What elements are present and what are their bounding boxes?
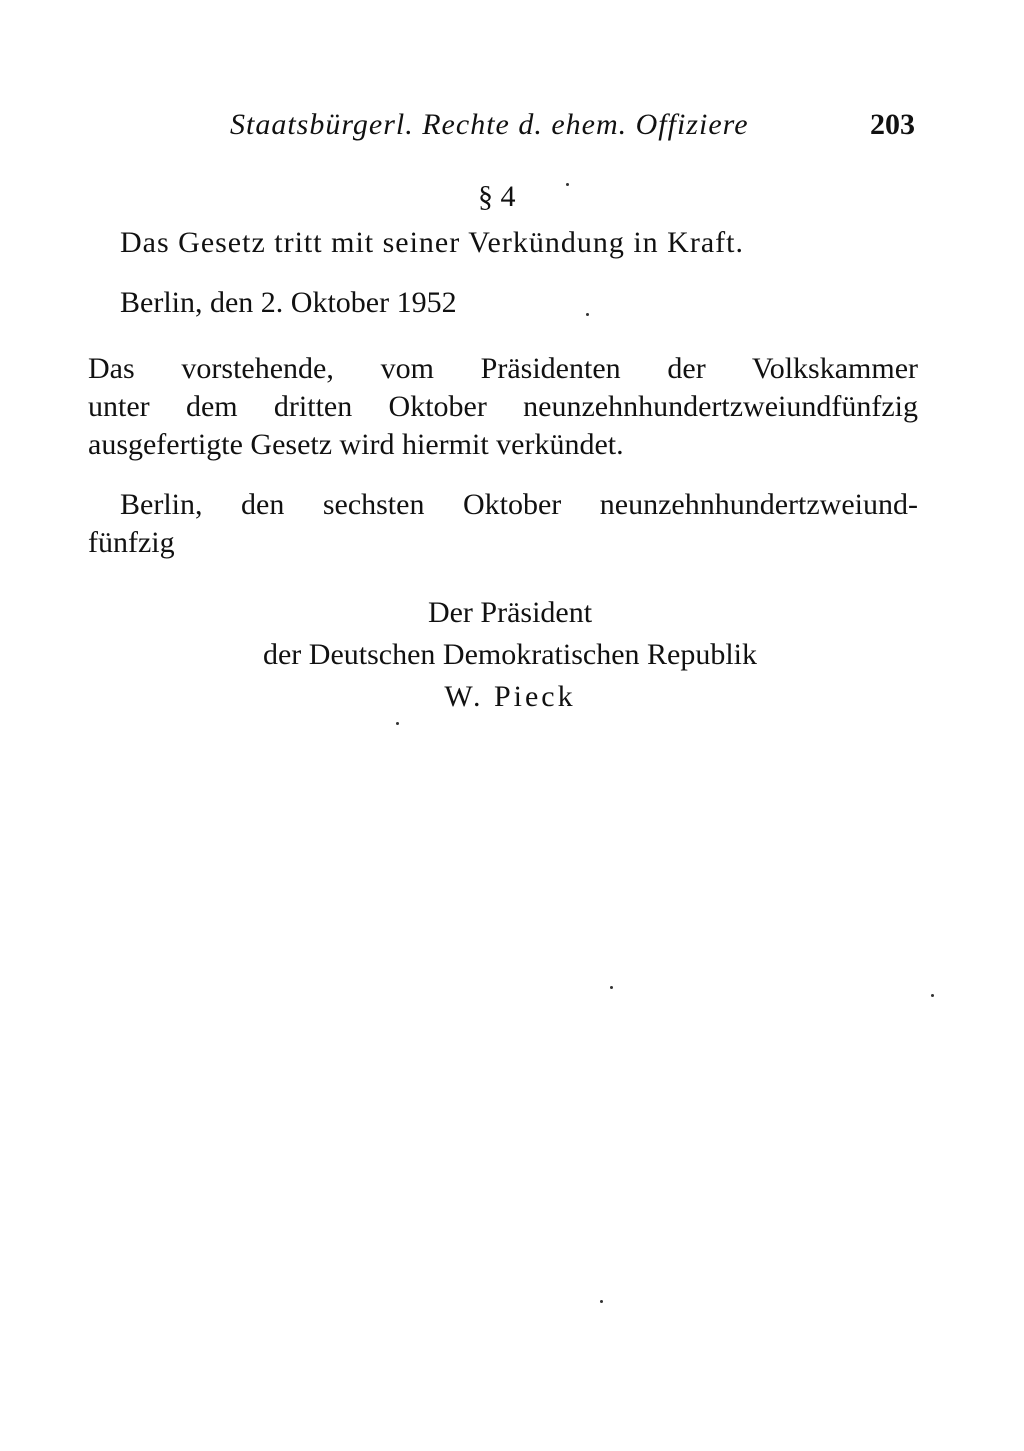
scan-speck <box>566 183 569 186</box>
place-date-line: Berlin, den 2. Oktober 1952 <box>120 286 457 319</box>
scan-speck <box>586 313 589 316</box>
promulgation-line: ausgefertigte Gesetz wird hiermit verkündet. <box>88 428 624 461</box>
running-title: Staatsbürgerl. Rechte d. ehem. Offiziere <box>230 108 749 141</box>
promulgation-line: Das vorstehende, vom Präsidenten der Volkskammer <box>88 352 918 385</box>
signature-block <box>200 592 820 718</box>
scan-speck <box>610 986 613 989</box>
signatory-institution: der Deutschen Demokratischen Republik <box>262 638 758 671</box>
enactment-clause: Das Gesetz tritt mit seiner Verkündung in Kraft. <box>120 226 744 259</box>
closing-line: Berlin, den sechsten Oktober neunzehnhundertzweiund- <box>120 488 918 521</box>
scan-speck <box>600 1300 603 1303</box>
signatory-name: W. Pieck <box>444 680 576 713</box>
section-heading: § 4 <box>478 180 516 213</box>
scan-speck <box>396 722 399 725</box>
page-number: 203 <box>870 108 915 141</box>
closing-paragraph <box>88 486 918 562</box>
signatory-title: Der Präsident <box>427 596 593 629</box>
promulgation-line: unter dem dritten Oktober neunzehnhundertzweiundfünfzig <box>88 390 918 423</box>
scan-speck <box>931 994 934 997</box>
promulgation-paragraph <box>88 350 918 464</box>
closing-line: fünfzig <box>88 526 175 559</box>
